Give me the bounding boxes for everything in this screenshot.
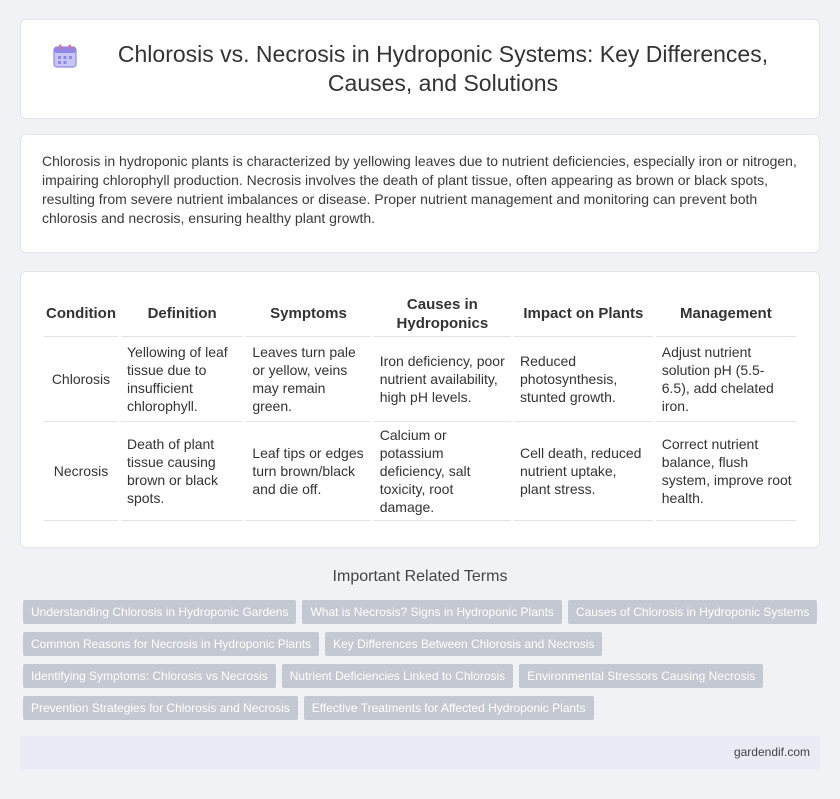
- calendar-icon: [52, 43, 78, 69]
- table-header-row: [44, 291, 796, 337]
- cell-condition: Chlorosis: [44, 337, 118, 422]
- related-term-chip[interactable]: Effective Treatments for Affected Hydroponic Plants: [304, 696, 594, 720]
- cell-management: Correct nutrient balance, flush system, improve root health.: [656, 422, 796, 521]
- header-card: [20, 19, 820, 119]
- cell-causes: Iron deficiency, poor nutrient availability, high pH levels.: [374, 337, 511, 422]
- cell-management: Adjust nutrient solution pH (5.5-6.5), add chelated iron.: [656, 337, 796, 422]
- cell-condition: Necrosis: [44, 422, 118, 521]
- cell-symptoms: Leaves turn pale or yellow, veins may remain green.: [246, 337, 370, 422]
- related-terms-heading: Important Related Terms: [332, 568, 508, 585]
- related-term-chip[interactable]: Understanding Chlorosis in Hydroponic Gardens: [23, 600, 296, 624]
- related-term-chip[interactable]: Common Reasons for Necrosis in Hydroponic Plants: [23, 632, 319, 656]
- footer-site-link[interactable]: gardendif.com: [733, 745, 810, 759]
- table-row: [44, 337, 796, 422]
- related-term-chip[interactable]: Nutrient Deficiencies Linked to Chlorosis: [282, 664, 513, 688]
- comparison-table-card: [20, 271, 820, 548]
- cell-causes: Calcium or potassium deficiency, salt toxicity, root damage.: [374, 422, 511, 521]
- related-term-chip[interactable]: What is Necrosis? Signs in Hydroponic Plants: [302, 600, 561, 624]
- cell-definition: Death of plant tissue causing brown or black spots.: [121, 422, 243, 521]
- header-management: Management: [656, 291, 796, 337]
- intro-paragraph: Chlorosis in hydroponic plants is characterized by yellowing leaves due to nutrient deficiencies, especially iron or nitrogen, impairing chlorophyll production. Necrosis involves the death of plant tissue, often appearing as brown or black spots, resulting from severe nutrient imbalances or disease. Proper nutrient management and monitoring can prevent both chlorosis and necrosis, ensuring healthy plant growth.: [42, 153, 797, 226]
- related-term-chip[interactable]: Identifying Symptoms: Chlorosis vs Necrosis: [23, 664, 276, 688]
- intro-card: [20, 134, 820, 253]
- header-symptoms: Symptoms: [246, 291, 370, 337]
- header-definition: Definition: [121, 291, 243, 337]
- header-causes: Causes in Hydroponics: [374, 291, 511, 337]
- related-terms-list: [20, 600, 820, 720]
- header-impact: Impact on Plants: [514, 291, 653, 337]
- footer: [20, 736, 820, 769]
- table-row: [44, 422, 796, 521]
- related-term-chip[interactable]: Environmental Stressors Causing Necrosis: [519, 664, 763, 688]
- cell-impact: Reduced photosynthesis, stunted growth.: [514, 337, 653, 422]
- page-title: Chlorosis vs. Necrosis in Hydroponic Systems: Key Differences, Causes, and Solutions: [117, 41, 769, 96]
- cell-impact: Cell death, reduced nutrient uptake, plant stress.: [514, 422, 653, 521]
- related-term-chip[interactable]: Causes of Chlorosis in Hydroponic Systems: [568, 600, 817, 624]
- related-term-chip[interactable]: Key Differences Between Chlorosis and Necrosis: [325, 632, 602, 656]
- cell-definition: Yellowing of leaf tissue due to insufficient chlorophyll.: [121, 337, 243, 422]
- header-condition: Condition: [44, 291, 118, 337]
- related-term-chip[interactable]: Prevention Strategies for Chlorosis and Necrosis: [23, 696, 298, 720]
- comparison-table: [41, 291, 799, 521]
- cell-symptoms: Leaf tips or edges turn brown/black and die off.: [246, 422, 370, 521]
